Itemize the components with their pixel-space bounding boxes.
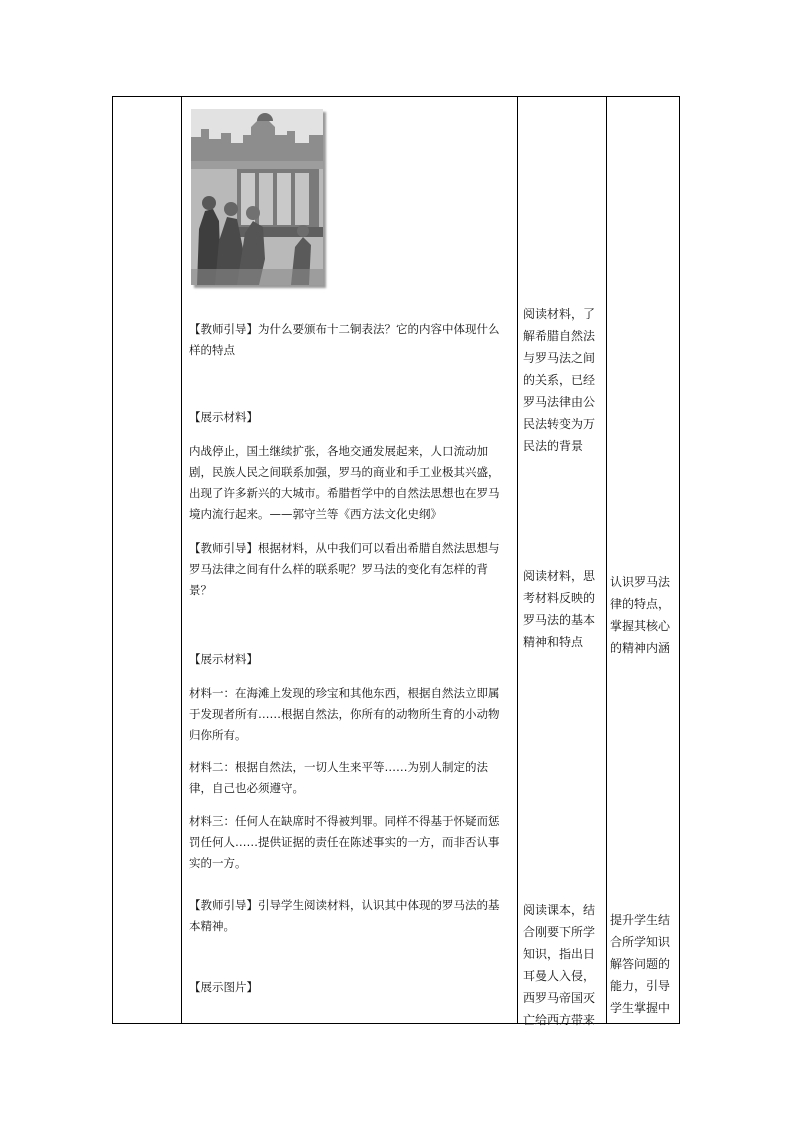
material-one: 材料一：在海滩上发现的珍宝和其他东西，根据自然法立即属于发现者所有……根据自然法，你所有的动物所生育的小动物归你所有。 <box>189 686 500 742</box>
show-image-label: 【展示图片】 <box>189 980 258 994</box>
student-activity-1: 阅读材料，了解希腊自然法与罗马法之间的关系，已经罗马法律由公民法转变为万民法的背景 <box>523 307 596 453</box>
material-three: 材料三：任何人在缺席时不得被判罪。同样不得基于怀疑而惩罚任何人……提供证据的责任在陈述事实的一方，而非否认事实的一方。 <box>189 814 500 870</box>
column-stage <box>113 97 181 1023</box>
material-quote: 内战停止，国土继续扩张，各地交通发展起来，人口流动加剧，民族人民之间联系加强，罗马的商业和手工业极其兴盛，出现了许多新兴的大城市。希腊哲学中的自然法思想也在罗马境内流行起来。——郭守兰等《西方法文化史纲》 <box>189 444 500 521</box>
column-student-activity <box>517 97 606 1027</box>
twelve-tables-engraving <box>191 109 323 285</box>
show-material-label-2: 【展示材料】 <box>189 652 258 666</box>
design-intent-1: 认识罗马法律的特点，掌握其核心的精神内涵 <box>610 575 671 655</box>
show-material-label-1: 【展示材料】 <box>189 410 258 424</box>
design-intent-2: 提升学生结合所学知识解答问题的能力，引导学生掌握中 <box>610 913 671 1015</box>
column-teacher-activity <box>181 97 517 1023</box>
teacher-guide-1: 【教师引导】为什么要颁布十二铜表法？它的内容中体现什么样的特点 <box>189 322 500 357</box>
teacher-guide-2: 【教师引导】根据材料，从中我们可以看出希腊自然法思想与罗马法律之间有什么样的联系呢？罗马法的变化有怎样的背景？ <box>189 541 500 597</box>
column-design-intent <box>606 97 681 1023</box>
material-two: 材料二：根据自然法，一切人生来平等……为别人制定的法律，自己也必须遵守。 <box>189 760 488 795</box>
lesson-plan-table <box>112 96 680 1027</box>
student-activity-2: 阅读材料，思考材料反映的罗马法的基本精神和特点 <box>523 569 596 649</box>
student-activity-3: 阅读课本，结合刚要下所学知识，指出日耳曼人入侵，西罗马帝国灭亡给西方带来 <box>523 903 596 1027</box>
teacher-guide-3: 【教师引导】引导学生阅读材料，认识其中体现的罗马法的基本精神。 <box>189 898 500 933</box>
